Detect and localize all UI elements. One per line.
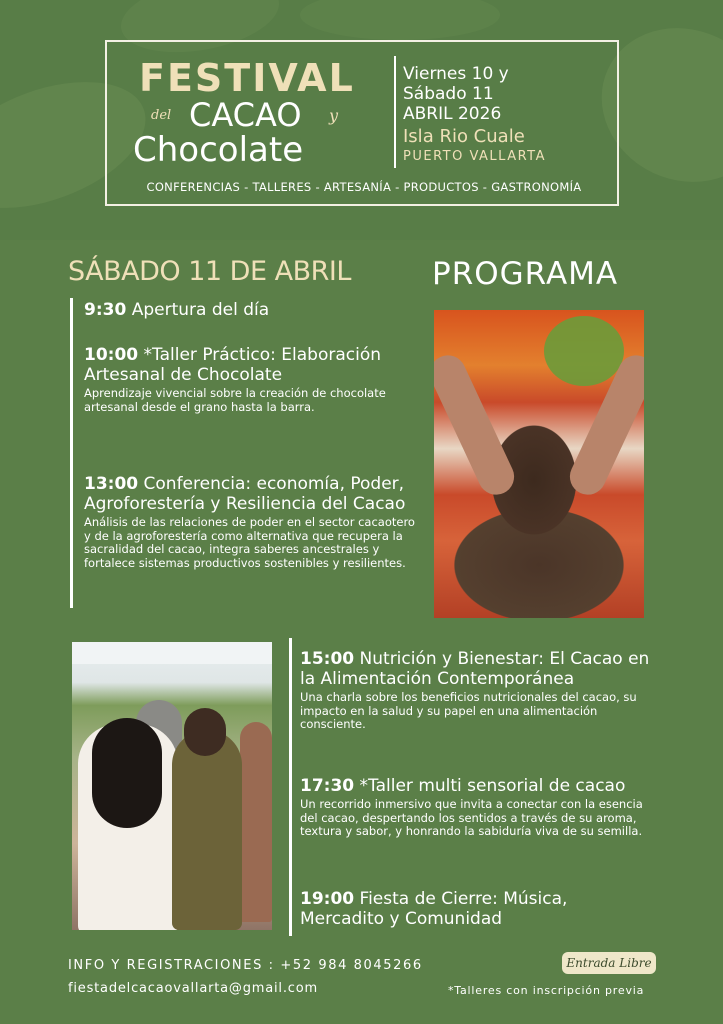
programa-heading: PROGRAMA — [432, 256, 619, 292]
entrada-libre-badge: Entrada Libre — [562, 952, 656, 974]
header-divider — [394, 56, 396, 168]
person — [240, 722, 272, 922]
program-event — [300, 889, 650, 929]
event-title: *Taller Práctico: Elaboración Artesanal de Chocolate — [84, 345, 382, 385]
column-bar-left — [70, 298, 73, 608]
title-del: del — [151, 108, 172, 123]
program-event — [84, 300, 424, 320]
event-time: 15:00 — [300, 649, 355, 669]
program-event — [84, 345, 419, 414]
festival-people-photo — [72, 642, 272, 930]
tent-canopy — [72, 642, 272, 664]
title-cacao: CACAO — [189, 96, 302, 134]
festival-title: FESTIVAL — [139, 56, 355, 100]
event-time: 19:00 — [300, 889, 355, 909]
talleres-note: *Talleres con inscripción previa — [448, 984, 645, 997]
date-line-1: Viernes 10 y — [403, 64, 509, 84]
categories-line: CONFERENCIAS - TALLERES - ARTESANÍA - PRODUCTOS - GASTRONOMÍA — [146, 180, 582, 194]
event-title: Conferencia: economía, Poder, Agroforestería y Resiliencia del Cacao — [84, 474, 406, 514]
city: PUERTO VALLARTA — [403, 149, 547, 164]
leaf-pattern — [544, 316, 624, 386]
date-line-3: ABRIL 2026 — [403, 104, 502, 124]
cacao-leaf-decoration — [300, 0, 500, 40]
day-heading: SÁBADO 11 DE ABRIL — [68, 256, 351, 287]
event-time: 9:30 — [84, 300, 127, 320]
event-time: 10:00 — [84, 345, 139, 365]
person-hair — [92, 718, 162, 828]
event-title: Apertura del día — [131, 300, 270, 320]
title-chocolate: Chocolate — [133, 130, 304, 170]
person — [172, 730, 242, 930]
info-registration: INFO Y REGISTRACIONES : +52 984 8045266 — [68, 958, 423, 973]
event-description: Aprendizaje vivencial sobre la creación de chocolate artesanal desde el grano hasta la barra. — [84, 386, 386, 414]
hand-left — [434, 349, 520, 500]
event-description: Una charla sobre los beneficios nutricionales del cacao, su impacto en la salud y su papel en una alimentación consciente. — [300, 690, 637, 731]
title-y: y — [329, 106, 339, 125]
cacao-beans-photo — [434, 310, 644, 618]
event-time: 13:00 — [84, 474, 139, 494]
program-event — [300, 649, 650, 732]
contact-email[interactable]: fiestadelcacaovallarta@gmail.com — [68, 981, 318, 996]
program-event — [84, 474, 419, 570]
venue: Isla Rio Cuale — [403, 126, 525, 147]
event-title: *Taller multi sensorial de cacao — [359, 776, 626, 796]
event-title: Fiesta de Cierre: Música, Mercadito y Comunidad — [300, 889, 568, 929]
event-description: Un recorrido inmersivo que invita a conectar con la esencia del cacao, despertando los sentidos a través de su aroma, textura y sabor, y honrando la sabiduría viva de su semilla. — [300, 797, 643, 838]
date-line-2: Sábado 11 — [403, 84, 494, 104]
program-event — [300, 776, 650, 839]
event-description: Análisis de las relaciones de poder en el sector cacaotero y de la agroforestería como alternativa que recupera la sacralidad del cacao, integra saberes ancestrales y fortalece sistemas productivos sostenibles y resilientes. — [84, 515, 415, 570]
festival-header-box — [105, 40, 619, 206]
event-time: 17:30 — [300, 776, 355, 796]
column-bar-right — [289, 638, 292, 936]
person-hair — [184, 708, 226, 756]
event-title: Nutrición y Bienestar: El Cacao en la Alimentación Contemporánea — [300, 649, 650, 689]
